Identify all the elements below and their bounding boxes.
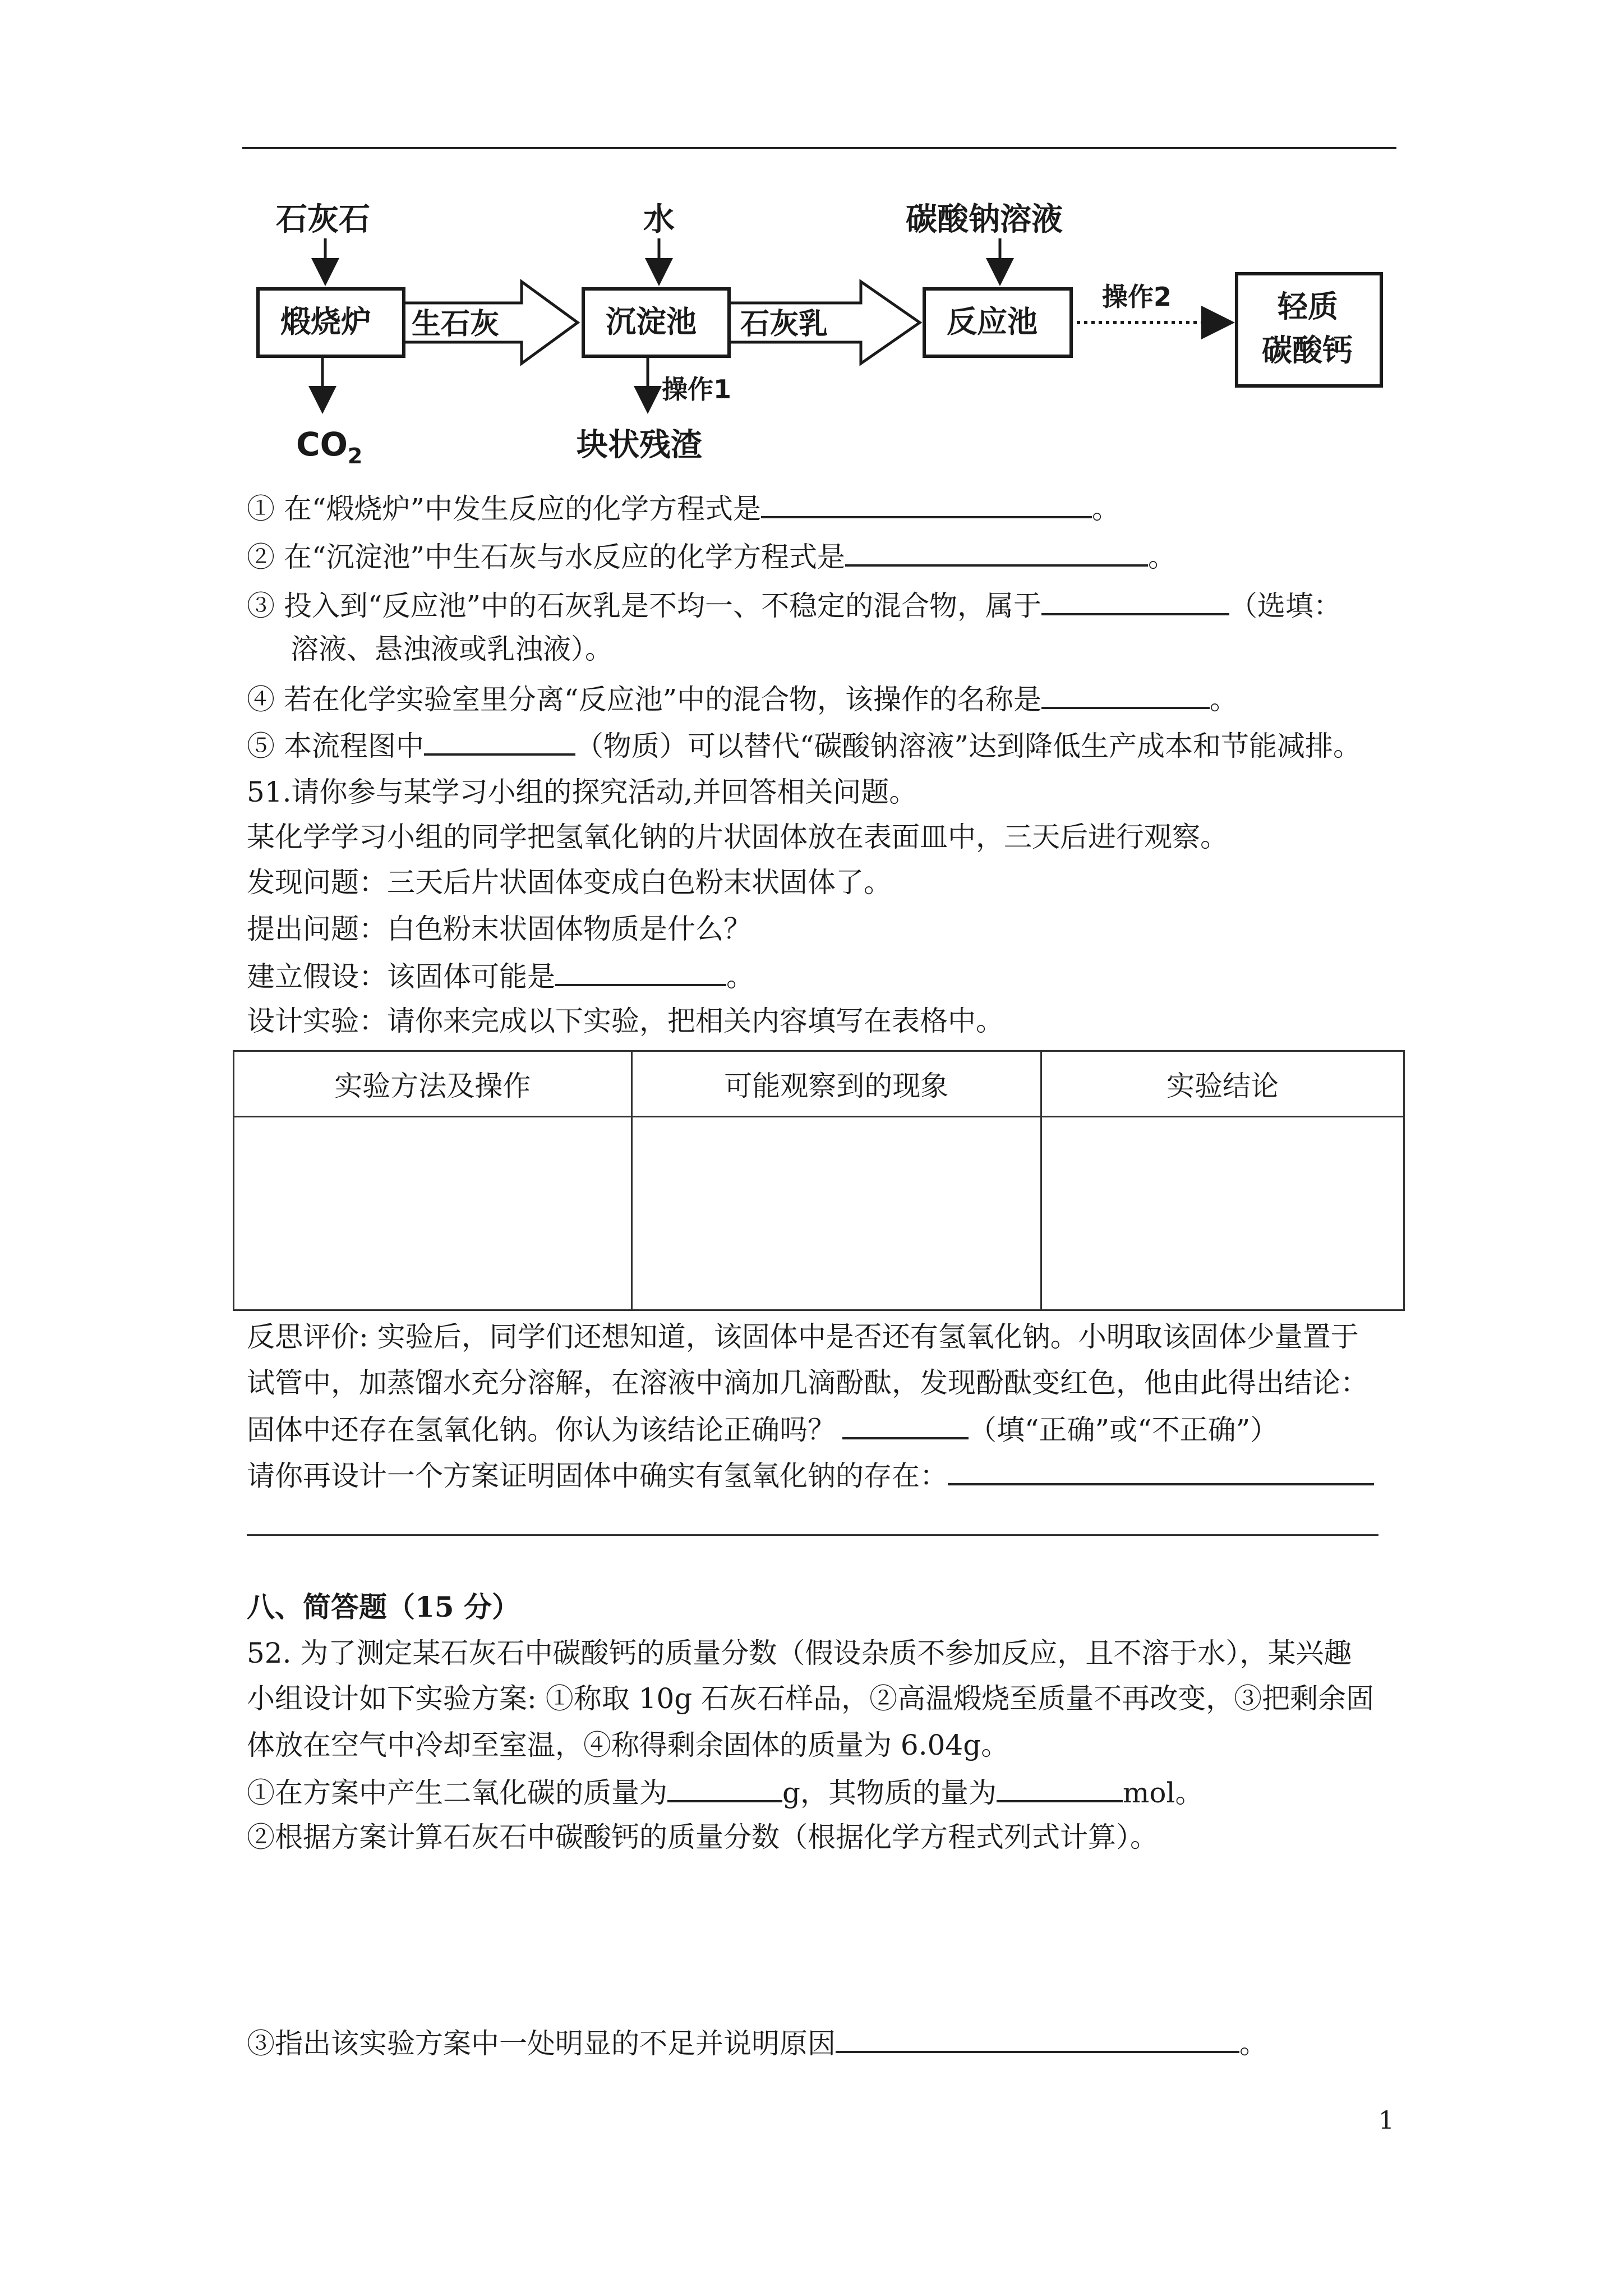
q51-discover: 发现问题：三天后片状固体变成白色粉末状固体了。 [247,866,892,899]
answer-blank-2[interactable] [845,539,1148,567]
reflect-line-2: 试管中，加蒸馏水充分溶解，在溶液中滴加几滴酚酞，发现酚酞变红色，他由此得出结论： [247,1366,1368,1399]
label-operation1: 操作1 [662,374,732,404]
table-header-conclusion: 实验结论 [1041,1051,1404,1117]
reflect-line-3: 固体中还存在氢氧化钠。你认为该结论正确吗？ （填“正确”或“不正确”） [247,1411,1278,1447]
q52-line-2: 小组设计如下实验方案: ①称取 10g 石灰石样品，②高温煅烧至质量不再改变，③把剩余固 [247,1682,1375,1715]
input-water: 水 [643,201,675,238]
q52-line-3: 体放在空气中冷却至室温，④称得剩余固体的质量为 6.04g。 [247,1729,1009,1761]
answer-blank-3[interactable] [1041,587,1229,615]
box-kiln-label: 煅烧炉 [280,304,371,339]
question-1: ① 在“煅烧炉”中发生反应的化学方程式是 。 [247,490,1120,526]
design-plan-blank[interactable] [948,1457,1374,1485]
table-header-phenomenon: 可能观察到的现象 [631,1051,1041,1117]
input-sodium-carbonate: 碳酸钠溶液 [906,201,1063,238]
q51-question: 提出问题：白色粉末状固体物质是什么？ [247,913,751,945]
box-reaction-tank-label: 反应池 [947,304,1038,339]
q51-intro: 某化学学习小组的同学把氢氧化钠的片状固体放在表面皿中，三天后进行观察。 [247,821,1228,853]
q52-sub-3: ③指出该实验方案中一处明显的不足并说明原因 。 [247,2025,1267,2060]
table-header-row [234,1051,1404,1117]
q52-sub-2: ②根据方案计算石灰石中碳酸钙的质量分数（根据化学方程式列式计算）。 [247,1821,1158,1853]
header-rule [242,147,1396,149]
table-cell-phenomenon[interactable] [631,1117,1041,1310]
question-4: ④ 若在化学实验室里分离“反应池”中的混合物，该操作的名称是 。 [247,681,1238,716]
output-co2: $CO_2$ [296,425,363,468]
table-row [234,1117,1404,1310]
page-number: 1 [1378,2106,1394,2135]
input-limestone: 石灰石 [276,201,370,238]
co2-moles-blank[interactable] [997,1774,1123,1802]
question-3: ③ 投入到“反应池”中的石灰乳是不均一、不稳定的混合物，属于 （选填： [247,587,1341,623]
table-cell-conclusion[interactable] [1041,1117,1404,1310]
reflect-line-4: 请你再设计一个方案证明固体中确实有氢氧化钠的存在： [247,1457,1374,1493]
section-8-heading: 八、简答题（15 分） [247,1590,520,1623]
question-2: ② 在“沉淀池”中生石灰与水反应的化学方程式是 。 [247,539,1176,574]
table-cell-method[interactable] [234,1117,632,1310]
label-operation2: 操作2 [1102,282,1172,312]
q52-line-1: 52. 为了测定某石灰石中碳酸钙的质量分数（假设杂质不参加反应，且不溶于水），某兴趣 [247,1637,1352,1669]
deficiency-blank[interactable] [836,2025,1239,2053]
answer-blank-5[interactable] [424,728,575,756]
box-product-line2: 碳酸钙 [1262,333,1353,368]
output-residue: 块状残渣 [577,427,702,463]
process-flow-diagram [236,196,1413,477]
q51-design: 设计实验：请你来完成以下实验，把相关内容填写在表格中。 [247,1005,1004,1037]
co2-mass-blank[interactable] [667,1774,782,1802]
question-3-cont: 溶液、悬浊液或乳浊液）。 [291,633,613,665]
q51-title: 51.请你参与某学习小组的探究活动,并回答相关问题。 [247,776,917,808]
q52-sub-1: ①在方案中产生二氧化碳的质量为 g，其物质的量为 mol。 [247,1774,1204,1810]
label-quicklime: 生石灰 [412,307,500,341]
answer-blank-4[interactable] [1041,681,1210,709]
box-product-line1: 轻质 [1278,289,1338,324]
q51-hypothesis: 建立假设：该固体可能是 。 [247,958,754,993]
question-5: ⑤ 本流程图中 （物质）可以替代“碳酸钠溶液”达到降低生产成本和节能减排。 [247,728,1361,763]
reflect-line-1: 反思评价: 实验后，同学们还想知道，该固体中是否还有氢氧化钠。小明取该固体少量置于 [247,1320,1359,1353]
experiment-table [233,1050,1405,1311]
box-settling-tank-label: 沉淀池 [606,304,697,339]
correctness-blank[interactable] [842,1411,969,1439]
answer-line[interactable] [247,1534,1378,1536]
answer-blank-1[interactable] [761,490,1092,518]
label-lime-milk: 石灰乳 [740,307,828,341]
table-header-method: 实验方法及操作 [234,1051,632,1117]
hypothesis-blank[interactable] [555,958,726,986]
